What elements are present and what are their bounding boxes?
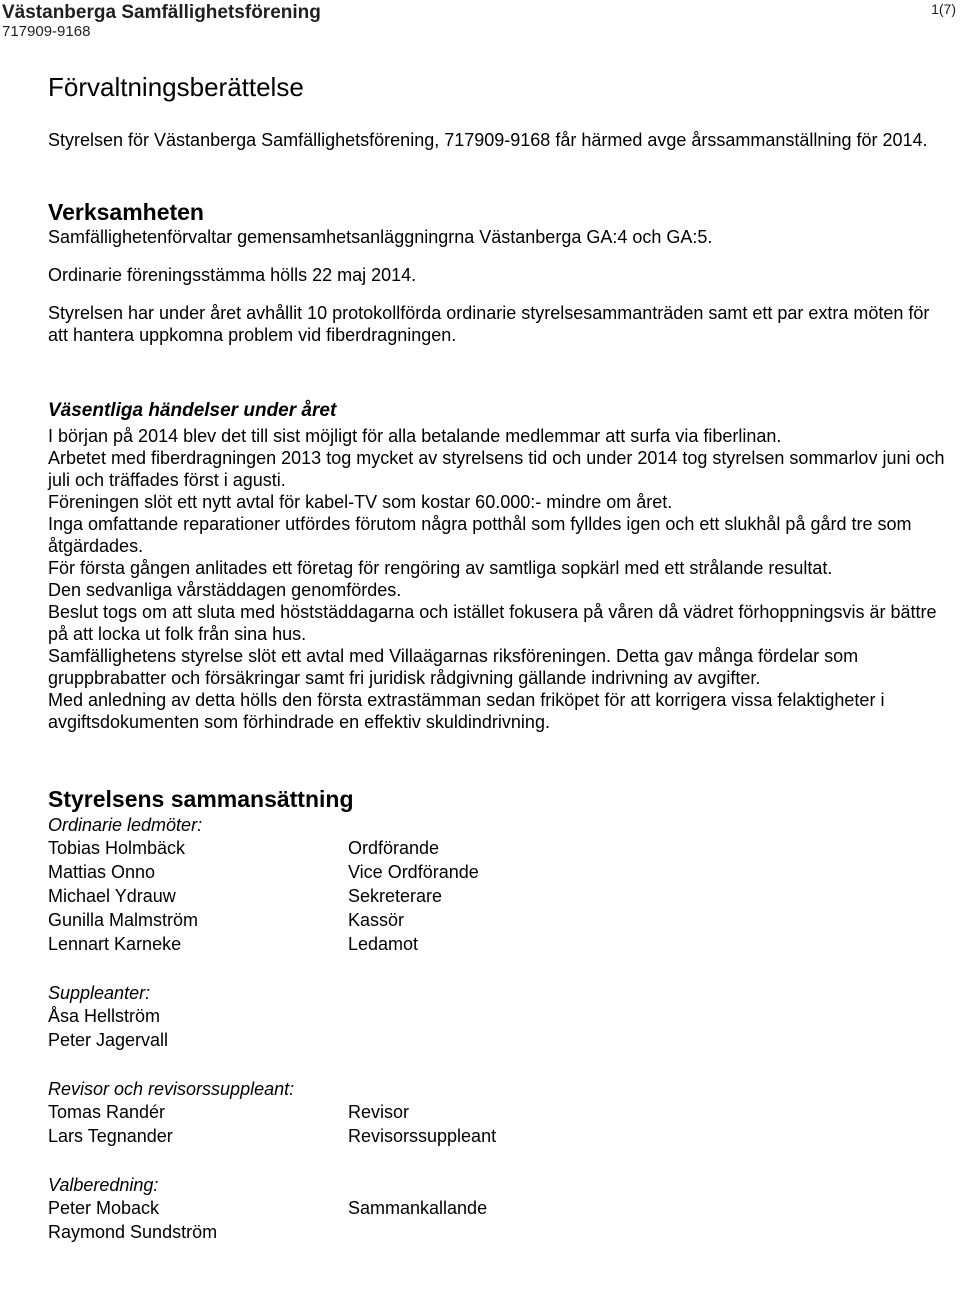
- member-name: Gunilla Malmström: [48, 910, 199, 930]
- member-role: Kassör: [348, 910, 405, 930]
- event-item: Arbetet med fiberdragningen 2013 tog mycket av styrelsens tid och under 2014 tog styrelsen sommarlov juni och juli och träffades först i agusti.: [48, 448, 945, 490]
- member-role: Sekreterare: [348, 886, 443, 906]
- event-item: Inga omfattande reparationer utfördes förutom några potthål som fylldes igen och ett slukhål på gård tre som åtgärdades.: [48, 514, 912, 556]
- page-title: Förvaltningsberättelse: [48, 72, 304, 102]
- document-body: [48, 70, 953, 1244]
- page-header: [0, 0, 960, 48]
- board-member-row: [48, 884, 953, 908]
- board-member-row: [48, 1028, 953, 1052]
- events-list: [48, 425, 953, 733]
- board-member-row: [48, 932, 953, 956]
- board-group-label: Suppleanter:: [48, 983, 151, 1003]
- event-item: Beslut togs om att sluta med höststäddagarna och istället fokusera på våren då vädret förhoppningsvis är bättre på att locka ut folk från sina hus.: [48, 602, 937, 644]
- board-member-row: [48, 860, 953, 884]
- member-role: Ordförande: [348, 838, 440, 858]
- event-item: Föreningen slöt ett nytt avtal för kabel-TV som kostar 60.000:- mindre om året.: [48, 492, 673, 512]
- event-item: I början på 2014 blev det till sist möjligt för alla betalande medlemmar att surfa via fiberlinan.: [48, 426, 782, 446]
- board-valberedning: [48, 1174, 953, 1244]
- member-name: Lennart Karneke: [48, 934, 182, 954]
- header-org-number: 717909-9168: [2, 23, 91, 40]
- member-name: Åsa Hellström: [48, 1006, 161, 1026]
- member-role: Sammankallande: [348, 1198, 488, 1218]
- board-group-label: Valberedning:: [48, 1175, 159, 1195]
- board-revisor: [48, 1078, 953, 1148]
- board-member-row: [48, 1196, 953, 1220]
- board-member-row: [48, 1124, 953, 1148]
- verksamheten-line: Samfällighetenförvaltar gemensamhetsanläggningrna Västanberga GA:4 och GA:5.: [48, 227, 713, 247]
- section-heading-verksamheten: Verksamheten: [48, 199, 204, 225]
- board-member-row: [48, 1100, 953, 1124]
- member-role: Ledamot: [348, 934, 419, 954]
- event-item: Samfällighetens styrelse slöt ett avtal med Villaägarnas riksföreningen. Detta gav många fördelar som gruppbrabatter och försäkringar samt fri juridisk rådgivning gällande indrivning av avgifter.: [48, 646, 859, 688]
- board-member-row: [48, 1220, 953, 1244]
- member-name: Michael Ydrauw: [48, 886, 176, 906]
- header-org-name: Västanberga Samfällighetsförening: [2, 2, 321, 23]
- member-name: Tobias Holmbäck: [48, 838, 186, 858]
- event-item: Med anledning av detta hölls den första extrastämman sedan friköpet för att korrigera vissa felaktigheter i avgiftsdokumenten som förhindrade en effektiv skuldindrivning.: [48, 690, 885, 732]
- member-name: Mattias Onno: [48, 862, 156, 882]
- member-name: Raymond Sundström: [48, 1222, 218, 1242]
- board-ordinarie: [48, 814, 953, 956]
- member-role: Revisor: [348, 1102, 410, 1122]
- event-item: Den sedvanliga vårstäddagen genomfördes.: [48, 580, 402, 600]
- section-verksamheten: [48, 198, 953, 346]
- member-role: Vice Ordförande: [348, 862, 479, 882]
- member-role: Revisorssuppleant: [348, 1126, 497, 1146]
- board-member-row: [48, 1004, 953, 1028]
- board-member-row: [48, 908, 953, 932]
- board-suppleanter: [48, 982, 953, 1052]
- section-heading-board: Styrelsens sammansättning: [48, 786, 354, 812]
- intro-paragraph: Styrelsen för Västanberga Samfällighetsförening, 717909-9168 får härmed avge årssammanställning för 2014.: [48, 130, 928, 150]
- board-group-label: Revisor och revisorssuppleant:: [48, 1079, 295, 1099]
- board-group-label: Ordinarie ledmöter:: [48, 815, 203, 835]
- board-member-row: [48, 836, 953, 860]
- verksamheten-line: Styrelsen har under året avhållit 10 protokollförda ordinarie styrelsesammanträden samt ett par extra möten för att hantera uppkomna problem vid fiberdragningen.: [48, 303, 930, 345]
- event-item: För första gången anlitades ett företag för rengöring av samtliga sopkärl med ett strålande resultat.: [48, 558, 833, 578]
- page-number: 1(7): [931, 1, 956, 17]
- member-name: Tomas Randér: [48, 1102, 166, 1122]
- member-name: Peter Jagervall: [48, 1030, 169, 1050]
- section-heading-events: Väsentliga händelser under året: [48, 400, 337, 421]
- member-name: Lars Tegnander: [48, 1126, 173, 1146]
- verksamheten-line: Ordinarie föreningsstämma hölls 22 maj 2014.: [48, 265, 417, 285]
- member-name: Peter Moback: [48, 1198, 160, 1218]
